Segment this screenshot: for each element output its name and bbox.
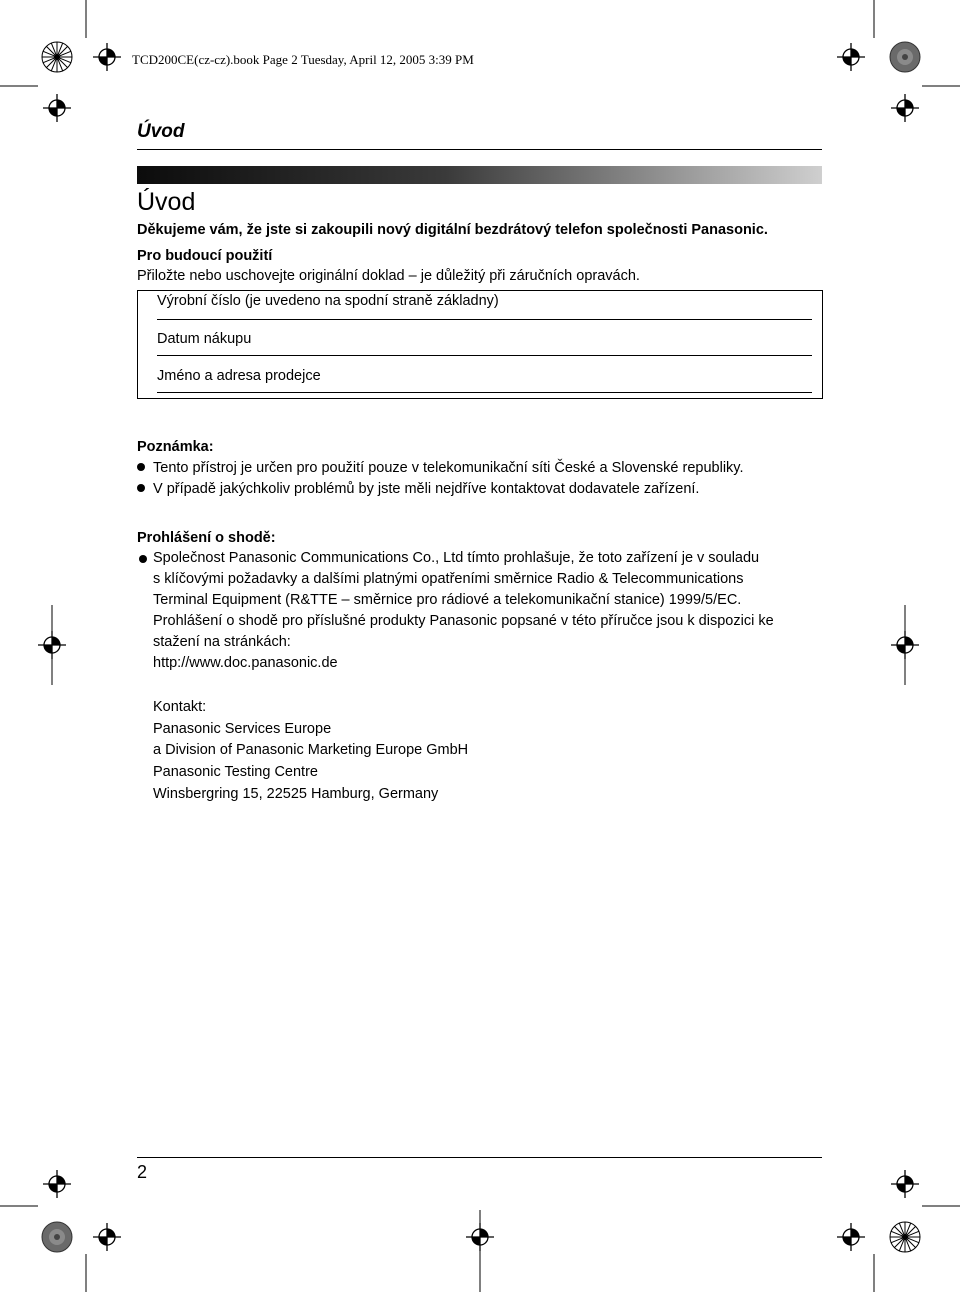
contact-line: a Division of Panasonic Marketing Europe GmbH (153, 742, 469, 758)
gray-disc-icon (890, 42, 920, 72)
contact-line: Panasonic Services Europe (153, 721, 332, 737)
serial-number-line (157, 319, 812, 320)
crosshair-circle-icon (43, 94, 71, 122)
page-title: Úvod (137, 188, 196, 216)
declaration-line: Společnost Panasonic Communications Co., Ltd tímto prohlašuje, že toto zařízení je v souladu (153, 550, 760, 566)
declaration-line: stažení na stránkách: (153, 634, 291, 650)
starburst-target-icon (890, 1222, 920, 1252)
crosshair-circle-icon (38, 631, 66, 659)
serial-number-label: Výrobní číslo (je uvedeno na spodní straně základny) (157, 293, 499, 309)
declaration-url: http://www.doc.panasonic.de (153, 655, 338, 671)
crosshair-circle-icon (891, 631, 919, 659)
note-item-text: Tento přístroj je určen pro použití pouze v telekomunikační síti České a Slovenské republiky. (153, 460, 744, 476)
purchase-record-box (137, 290, 823, 399)
contact-line: Winsbergring 15, 22525 Hamburg, Germany (153, 786, 439, 802)
thanks-text: Děkujeme vám, že jste si zakoupili nový digitální bezdrátový telefon společnosti Panasonic. (137, 222, 768, 238)
declaration-line: Prohlášení o shodě pro příslušné produkty Panasonic popsané v této příručce jsou k dispozici ke (153, 613, 774, 629)
section-title: Úvod (137, 121, 185, 142)
bullet-icon (137, 463, 145, 471)
note-item-text: V případě jakýchkoliv problémů by jste měli nejdříve kontaktovat dodavatele zařízení. (153, 481, 700, 497)
crosshair-circle-icon (93, 1223, 121, 1251)
contact-line: Panasonic Testing Centre (153, 764, 318, 780)
note-item (137, 458, 744, 479)
dealer-line (157, 392, 812, 393)
bullet-icon (139, 555, 147, 563)
heading-gradient-bar (137, 166, 822, 184)
contact-label: Kontakt: (153, 699, 207, 715)
future-use-text: Přiložte nebo uschovejte originální doklad – je důležitý při záručních opravách. (137, 268, 640, 284)
purchase-date-label: Datum nákupu (157, 331, 252, 347)
note-item (137, 479, 699, 500)
bullet-icon (137, 484, 145, 492)
crosshair-circle-icon (837, 43, 865, 71)
declaration-heading: Prohlášení o shodě: (137, 530, 276, 546)
section-title-rule (137, 149, 822, 150)
page-number: 2 (137, 1162, 148, 1182)
crosshair-circle-icon (43, 1170, 71, 1198)
starburst-target-icon (42, 42, 72, 72)
crosshair-circle-icon (891, 1170, 919, 1198)
book-header-info: TCD200CE(cz-cz).book Page 2 Tuesday, April 12, 2005 3:39 PM (132, 52, 474, 67)
crosshair-circle-icon (891, 94, 919, 122)
crosshair-circle-icon (93, 43, 121, 71)
gray-disc-icon (42, 1222, 72, 1252)
dealer-label: Jméno a adresa prodejce (157, 368, 321, 384)
crosshair-circle-icon (837, 1223, 865, 1251)
crosshair-circle-icon (466, 1223, 494, 1251)
note-heading: Poznámka: (137, 439, 214, 455)
declaration-line: s klíčovými požadavky a dalšími platnými opatřeními směrnice Radio & Telecommunications (153, 571, 744, 587)
footer-rule (137, 1157, 822, 1158)
future-use-heading: Pro budoucí použití (137, 248, 273, 264)
purchase-date-line (157, 355, 812, 356)
declaration-line: Terminal Equipment (R&TTE – směrnice pro rádiové a telekomunikační stanice) 1999/5/EC. (153, 592, 742, 608)
